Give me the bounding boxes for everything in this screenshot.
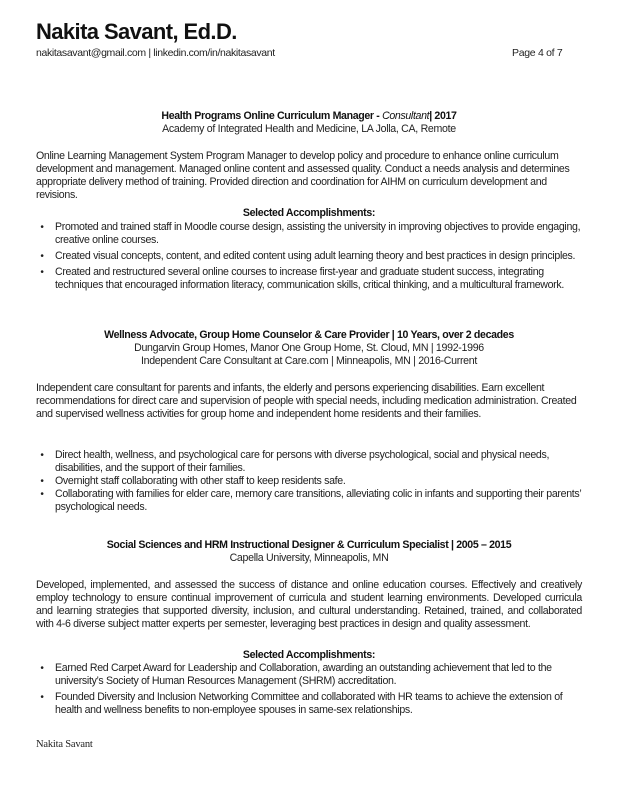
list-item	[36, 266, 582, 292]
job-organization: Capella University, Minneapolis, MN	[229, 552, 389, 564]
bullet-icon: •	[40, 267, 44, 278]
job-title: Social Sciences and HRM Instructional Designer & Curriculum Specialist | 2005 – 2015	[106, 539, 512, 551]
list-item-text: Overnight staff collaborating with other staff to keep residents safe.	[55, 475, 346, 487]
list-item-text: Earned Red Carpet Award for Leadership and Collaboration, awarding an outstanding achievement that led to the university’s Society of Human Resources Management (SHRM) accreditation.	[55, 662, 552, 687]
job-title-year: | 2017	[429, 110, 457, 122]
list-item-text: Promoted and trained staff in Moodle course design, assisting the university in improving objectives to provide engaging, creative online courses.	[55, 221, 581, 246]
accomplishments-heading: Selected Accomplishments:	[242, 207, 376, 219]
list-item	[36, 475, 582, 488]
job-title-main: Health Programs Online Curriculum Manager -	[161, 110, 383, 122]
accomplishments-heading: Selected Accomplishments:	[242, 649, 376, 661]
contact-line: nakitasavant@gmail.com | linkedin.com/in/nakitasavant	[36, 47, 275, 59]
bullet-icon: •	[40, 692, 44, 703]
footer-name: Nakita Savant	[36, 739, 93, 750]
list-item	[36, 449, 582, 475]
accomplishments-list	[36, 221, 582, 295]
job-organization: Academy of Integrated Health and Medicine, LA Jolla, CA, Remote	[162, 123, 456, 135]
list-item	[36, 691, 582, 717]
page-indicator: Page 4 of 7	[512, 47, 563, 59]
candidate-name: Nakita Savant, Ed.D.	[36, 19, 237, 44]
accomplishments-list	[36, 662, 582, 720]
bullet-icon: •	[40, 450, 44, 461]
job-title-role-type: Consultant	[382, 110, 430, 122]
job-organization: Dungarvin Group Homes, Manor One Group Home, St. Cloud, MN | 1992-1996	[134, 342, 484, 354]
list-item	[36, 221, 582, 247]
list-item-text: Created visual concepts, content, and edited content using adult learning theory and best practices in design principles.	[55, 250, 576, 262]
list-item-text: Collaborating with families for elder care, memory care transitions, alleviating colic in infants and supporting their parents’ psychological needs.	[55, 488, 582, 513]
job-description: Developed, implemented, and assessed the success of distance and online education courses. Effectively and creatively employ technology to ensure continual improvement of curricula and student learning environments. Developed curricula and learning strategies that supported diversity, inclusion, and cultural understanding. Retained, trained, and collaborated with 4-6 diverse subject matter experts per semester, leveraging best practices in design and quality assessment.	[36, 579, 582, 630]
bullet-icon: •	[40, 663, 44, 674]
bullet-icon: •	[40, 222, 44, 233]
list-item-text: Founded Diversity and Inclusion Networking Committee and collaborated with HR teams to achieve the extension of health and wellness benefits to non-employee spouses in same-sex relationships.	[55, 691, 563, 716]
job-organization: Independent Care Consultant at Care.com | Minneapolis, MN | 2016-Current	[140, 355, 478, 367]
job-title: Wellness Advocate, Group Home Counselor & Care Provider | 10 Years, over 2 decades	[104, 329, 514, 341]
list-item	[36, 250, 582, 263]
job-title	[36, 110, 582, 123]
job-description: Online Learning Management System Program Manager to develop policy and procedure to enhance online curriculum development and management. Managed online content and assessed quality. Conduct a needs analysis and determines appropriate delivery method of training. Provided direction and coordination for AIHM on curriculum development and revisions.	[36, 150, 570, 201]
bullet-icon: •	[40, 251, 44, 262]
list-item-text: Created and restructured several online courses to increase first-year and graduate student success, integrating techniques that encouraged information literacy, communication skills, critical thinking, and a multicultural framework.	[55, 266, 564, 291]
bullet-icon: •	[40, 489, 44, 500]
list-item-text: Direct health, wellness, and psychological care for persons with diverse psychological, social and physical needs, disabilities, and the support of their families.	[55, 449, 550, 474]
job-description: Independent care consultant for parents and infants, the elderly and persons experiencing disabilities. Earn excellent recommendations for direct care and supervision of people with special needs, including medication administration. Created and supervised wellness activities for group home and independent home residents and their families.	[36, 382, 577, 420]
bullet-icon: •	[40, 476, 44, 487]
list-item	[36, 488, 582, 514]
accomplishments-list	[36, 449, 582, 514]
list-item	[36, 662, 582, 688]
